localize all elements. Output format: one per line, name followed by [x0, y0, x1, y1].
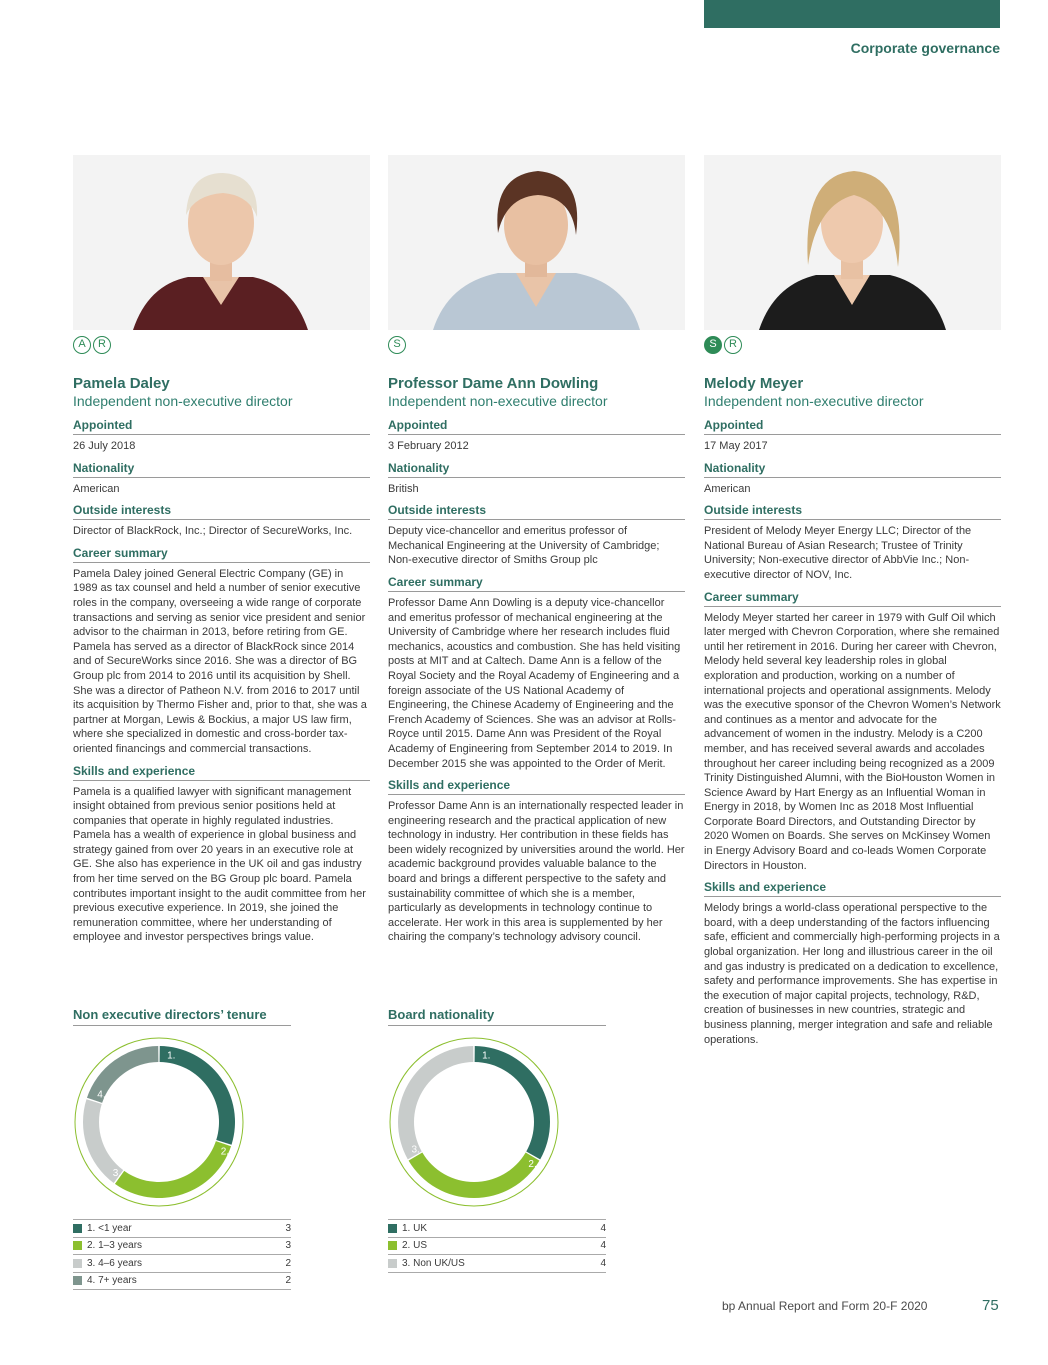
header-accent-bar [704, 0, 1000, 28]
chart-title: Board nationality [388, 1007, 606, 1026]
legend-row [388, 1238, 606, 1256]
legend-value: 4 [600, 1257, 606, 1269]
director-role: Independent non-executive director [73, 393, 293, 409]
skills-label: Skills and experience [388, 778, 685, 795]
legend-row [73, 1273, 291, 1291]
publication-title: bp Annual Report and Form 20-F 2020 [722, 1299, 928, 1313]
director-role: Independent non-executive director [704, 393, 924, 409]
legend-swatch [388, 1259, 397, 1268]
nationality-label: Nationality [388, 461, 685, 478]
committee-badge: S [704, 336, 722, 354]
committee-badges [73, 336, 370, 358]
legend-swatch [73, 1224, 82, 1233]
legend-row [73, 1220, 291, 1238]
director-name: Pamela Daley [73, 375, 170, 392]
director-photo [73, 155, 370, 330]
legend-swatch [73, 1259, 82, 1268]
director-card [388, 155, 685, 945]
page-number: 75 [982, 1297, 999, 1314]
slice-label: 1. [167, 1050, 176, 1062]
legend-swatch [388, 1224, 397, 1233]
legend-swatch [73, 1276, 82, 1285]
director-card [73, 155, 370, 945]
appointed-label: Appointed [388, 418, 685, 435]
chart-legend [388, 1219, 606, 1273]
donut-slice [398, 1046, 473, 1159]
legend-value: 2 [285, 1275, 291, 1287]
donut-outline [75, 1038, 243, 1206]
outside-interests-value: Director of BlackRock, Inc.; Director of SecureWorks, Inc. [73, 525, 353, 538]
slice-label: 2. [220, 1146, 230, 1158]
nationality-value: American [73, 482, 120, 495]
slice-label: 3. [411, 1144, 420, 1156]
legend-label: 2. US [402, 1240, 428, 1252]
legend-label: 3. Non UK/US [402, 1257, 465, 1269]
career-summary-label: Career summary [704, 590, 1001, 607]
director-photo [704, 155, 1001, 330]
committee-badges [388, 336, 685, 358]
committee-badges [704, 336, 1001, 358]
committee-badge: A [73, 336, 91, 354]
donut-slice [112, 1141, 231, 1198]
outside-interests-label: Outside interests [388, 503, 685, 520]
nationality-chart [388, 1007, 606, 1212]
appointed-value: 3 February 2012 [388, 440, 469, 452]
outside-interests-value: President of Melody Meyer Energy LLC; Director of the National Bureau of Asian Research; Trustee of Trinity University; Non-executive director of AbbVie Inc.; Non-executive director of NOV, Inc. [704, 525, 972, 581]
slice-label: 4. [97, 1089, 106, 1101]
appointed-label: Appointed [73, 418, 370, 435]
legend-label: 1. <1 year [87, 1222, 132, 1234]
director-photo [388, 155, 685, 330]
legend-row [388, 1255, 606, 1273]
legend-label: 1. UK [402, 1222, 428, 1234]
donut-outline [390, 1038, 558, 1206]
career-summary-text: Melody Meyer started her career in 1979 with Gulf Oil which later merged with Chevron Corporation, where she remained until her retirement in 2016. During her career with Chevron, Melody held several key leadership roles in global exploration and production, working on a number of international projects and operational assignments. Melody was the executive sponsor of the Chevron Women’s Network and continues as a mentor and advocate for the advancement of women in the industry. Melody is a C200 member, and has received several awards and accolades throughout her career including being recognized as a 2009 Trinity Distinguished Alumni, with the BioHouston Women in Science Award by Hart Energy as an Influential Woman in Energy in 2018, by Women Inc as 2018 Most Influential Corporate Board Directors, and Outstanding Director by 2020 Women on Boards. She serves on McKinsey Women in Energy Advisory Board and co-leads Women Corporate Directors in Houston. [704, 611, 1001, 872]
legend-value: 4 [600, 1222, 606, 1234]
legend-label: 4. 7+ years [87, 1275, 137, 1287]
legend-label: 3. 4–6 years [87, 1257, 143, 1269]
donut-chart [73, 1036, 253, 1212]
skills-text: Professor Dame Ann is an internationally respected leader in engineering research and the practical application of new technology in industry. Her contribution in these fields has been widely recognized by universities around the world. Her academic background provides valuable balance to the board and brings a different perspective to the safety and sustainability committee of which she is a member, particularly as developments in technology continue to accelerate. Her work in this area is supplemented by her chairing the company’s technology advisory council. [388, 800, 685, 944]
legend-label: 2. 1–3 years [87, 1240, 143, 1252]
outside-interests-value: Deputy vice-chancellor and emeritus professor of Mechanical Engineering at the University of Cambridge; Non-executive director of Smiths Group plc [388, 525, 660, 567]
skills-label: Skills and experience [704, 880, 1001, 897]
legend-row [388, 1220, 606, 1238]
career-summary-label: Career summary [73, 546, 370, 563]
director-card [704, 155, 1001, 1047]
outside-interests-label: Outside interests [73, 503, 370, 520]
legend-value: 4 [600, 1240, 606, 1252]
committee-badge: S [388, 336, 406, 354]
legend-value: 2 [285, 1257, 291, 1269]
legend-value: 3 [285, 1240, 291, 1252]
slice-label: 3. [112, 1167, 122, 1179]
director-name: Melody Meyer [704, 375, 804, 392]
legend-swatch [73, 1241, 82, 1250]
nationality-value: British [388, 482, 419, 495]
career-summary-label: Career summary [388, 575, 685, 592]
donut-slice [409, 1153, 540, 1198]
section-title: Corporate governance [850, 40, 1000, 56]
legend-row [73, 1255, 291, 1273]
legend-swatch [388, 1241, 397, 1250]
committee-badge: R [724, 336, 742, 354]
director-name: Professor Dame Ann Dowling [388, 375, 599, 392]
director-role: Independent non-executive director [388, 393, 608, 409]
nationality-label: Nationality [73, 461, 370, 478]
legend-value: 3 [285, 1222, 291, 1234]
outside-interests-label: Outside interests [704, 503, 1001, 520]
appointed-value: 26 July 2018 [73, 440, 136, 452]
slice-label: 2. [528, 1158, 537, 1170]
chart-legend [73, 1219, 291, 1290]
skills-text: Pamela is a qualified lawyer with significant management insight obtained from previous senior positions held at companies that operate in highly regulated industries. Pamela has a wealth of experience in global business and strategy gained from over 20 years in an executive role at GE. She also has experience in the UK oil and gas industry from her time served on the BG Group plc board. Pamela contributes important insight to the audit committee from her previous executive experience. In 2019, she joined the remuneration committee, where her understanding of employee and investor perspectives brings value. [73, 785, 366, 944]
nationality-label: Nationality [704, 461, 1001, 478]
donut-chart [388, 1036, 568, 1212]
appointed-value: 17 May 2017 [704, 440, 768, 452]
committee-badge: R [93, 336, 111, 354]
skills-text: Melody brings a world-class operational perspective to the board, with a deep understanding of the factors influencing safe, efficient and commercially high-performing projects in a global organization. Her long and illustrious career in the oil and gas industry is predicated on a dedication to excellence, safety and performance improvements. She has expertise in the execution of major capital projects, technology, R&D, creation of businesses in new countries, strategic and business planning, merger integration and safe and reliable operations. [704, 902, 1000, 1046]
appointed-label: Appointed [704, 418, 1001, 435]
tenure-chart [73, 1007, 291, 1212]
chart-title: Non executive directors’ tenure [73, 1007, 291, 1026]
slice-label: 1. [482, 1050, 491, 1062]
legend-row [73, 1238, 291, 1256]
career-summary-text: Pamela Daley joined General Electric Company (GE) in 1989 as tax counsel and held a number of senior executive roles in the company, overseeing a wide range of corporate transactions and serving as senior vice president and senior advisor to the chairman in 2013, before retiring from GE. Pamela has served as a director of BlackRock since 2014 and of SecureWorks since 2016. She was a director of BG Group plc from 2014 to 2016 until its acquisition by Shell. She was a director of Patheon N.V. from 2016 to 2017 until its acquisition by Thermo Fisher and, prior to that, she was a partner at Morgan, Lewis & Bockius, a major US law firm, where she specialized in domestic and cross-border tax-oriented financings and commercial transactions. [73, 567, 367, 755]
nationality-value: American [704, 482, 751, 495]
career-summary-text: Professor Dame Ann Dowling is a deputy vice-chancellor and emeritus professor of mechanical engineering at the University of Cambridge where her research includes fluid mechanics, acoustics and combustion. She has held visiting posts at MIT and at Caltech. Dame Ann is a fellow of the Royal Society and the Royal Academy of Engineering and a foreign associate of the US National Academy of Engineering, the Chinese Academy of Engineering and the French Academy of Sciences. She was an advisor at Rolls-Royce until 2015. Dame Ann was President of the Royal Academy of Engineering from September 2014 to 2019. In December 2015 she was appointed to the Order of Merit. [388, 596, 681, 770]
donut-slice [475, 1046, 550, 1159]
skills-label: Skills and experience [73, 764, 370, 781]
